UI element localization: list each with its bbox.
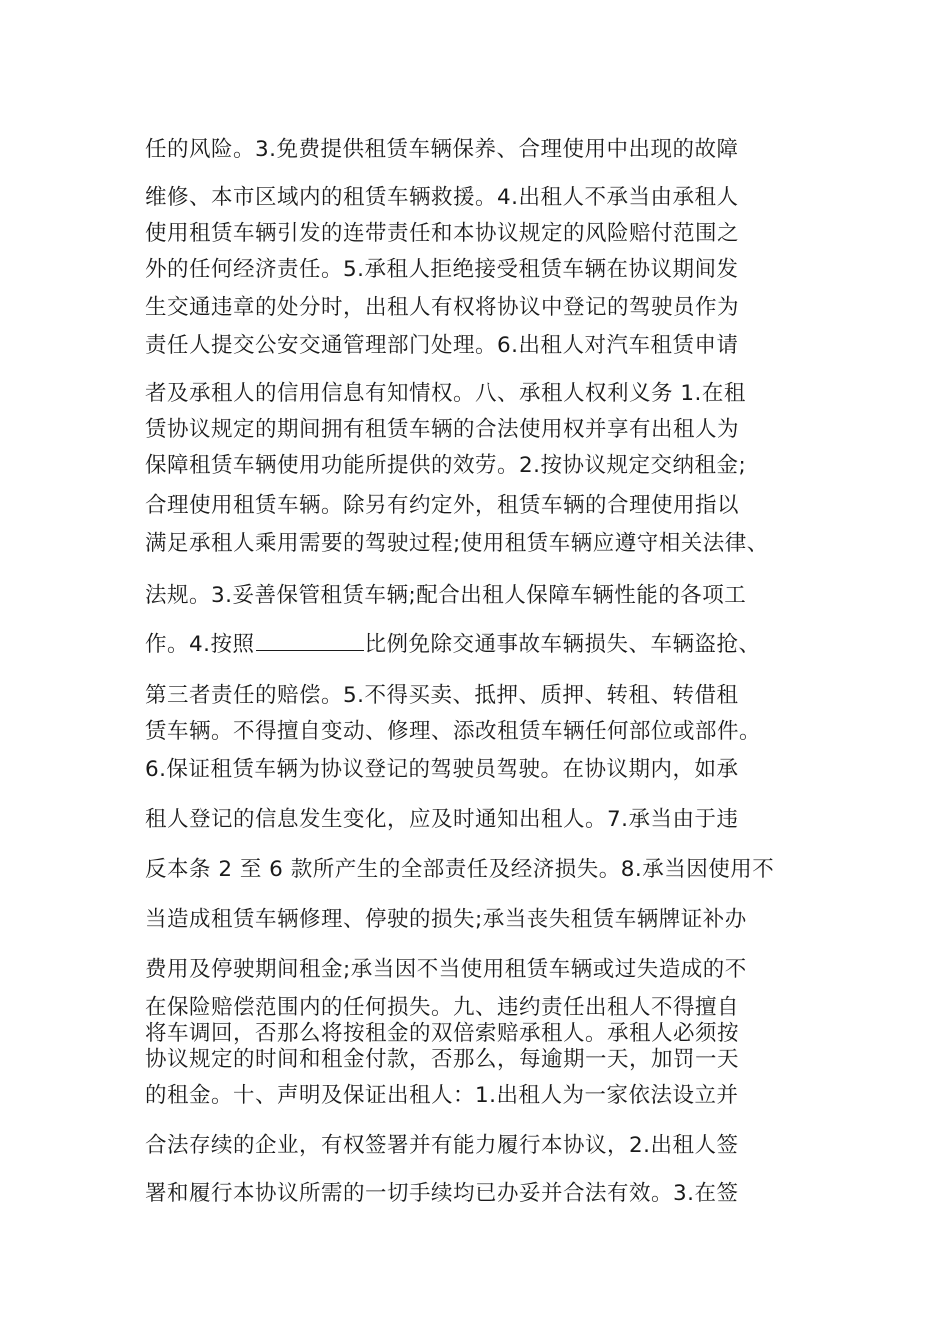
text-line: 第三者责任的赔偿。5.不得买卖、抵押、质押、转租、转借租 <box>145 683 739 708</box>
text-line: 责任人提交公安交通管理部门处理。6.出租人对汽车租赁申请 <box>145 333 739 358</box>
text-line: 反本条 2 至 6 款所产生的全部责任及经济损失。8.承当因使用不 <box>145 857 775 882</box>
text-line: 费用及停驶期间租金;承当因不当使用租赁车辆或过失造成的不 <box>145 957 747 982</box>
text-line: 生交通违章的处分时，出租人有权将协议中登记的驾驶员作为 <box>145 295 740 320</box>
text-line: 的租金。十、声明及保证出租人：1.出租人为一家依法设立并 <box>145 1083 739 1108</box>
text-line: 在保险赔偿范围内的任何损失。九、违约责任出租人不得擅自 <box>145 995 740 1020</box>
text-line: 外的任何经济责任。5.承租人拒绝接受租赁车辆在协议期间发 <box>145 257 739 282</box>
text-line: 赁车辆。不得擅自变动、修理、添改租赁车辆任何部位或部件。 <box>145 719 762 744</box>
text-line: 法规。3.妥善保管租赁车辆;配合出租人保障车辆性能的各项工 <box>145 583 747 608</box>
text-line: 协议规定的时间和租金付款，否那么，每逾期一天，加罚一天 <box>145 1047 740 1072</box>
text-line: 保障租赁车辆使用功能所提供的效劳。2.按协议规定交纳租金; <box>145 453 747 478</box>
fill-in-blank[interactable] <box>256 630 364 651</box>
text-line: 当造成租赁车辆修理、停驶的损失;承当丧失租赁车辆牌证补办 <box>145 907 747 932</box>
text-line: 满足承租人乘用需要的驾驶过程;使用租赁车辆应遵守相关法律、 <box>145 531 769 556</box>
text-line: 合理使用租赁车辆。除另有约定外，租赁车辆的合理使用指以 <box>145 493 740 518</box>
text-line: 将车调回，否那么将按租金的双倍索赔承租人。承租人必须按 <box>145 1021 740 1046</box>
text-line: 维修、本市区域内的租赁车辆救援。4.出租人不承当由承租人 <box>145 185 739 210</box>
text-line: 任的风险。3.免费提供租赁车辆保养、合理使用中出现的故障 <box>145 137 739 162</box>
text-segment: 作。4.按照 <box>145 632 255 657</box>
text-line-with-blank <box>145 630 761 659</box>
text-line: 6.保证租赁车辆为协议登记的驾驶员驾驶。在协议期内，如承 <box>145 757 739 782</box>
text-line: 租人登记的信息发生变化，应及时通知出租人。7.承当由于违 <box>145 807 739 832</box>
text-line: 合法存续的企业，有权签署并有能力履行本协议，2.出租人签 <box>145 1133 739 1158</box>
text-segment: 比例免除交通事故车辆损失、车辆盗抢、 <box>364 632 761 657</box>
text-line: 赁协议规定的期间拥有租赁车辆的合法使用权并享有出租人为 <box>145 417 740 442</box>
text-line: 署和履行本协议所需的一切手续均已办妥并合法有效。3.在签 <box>145 1181 739 1206</box>
text-line: 者及承租人的信用信息有知情权。八、承租人权利义务 1.在租 <box>145 381 746 406</box>
text-line: 使用租赁车辆引发的连带责任和本协议规定的风险赔付范围之 <box>145 221 740 246</box>
